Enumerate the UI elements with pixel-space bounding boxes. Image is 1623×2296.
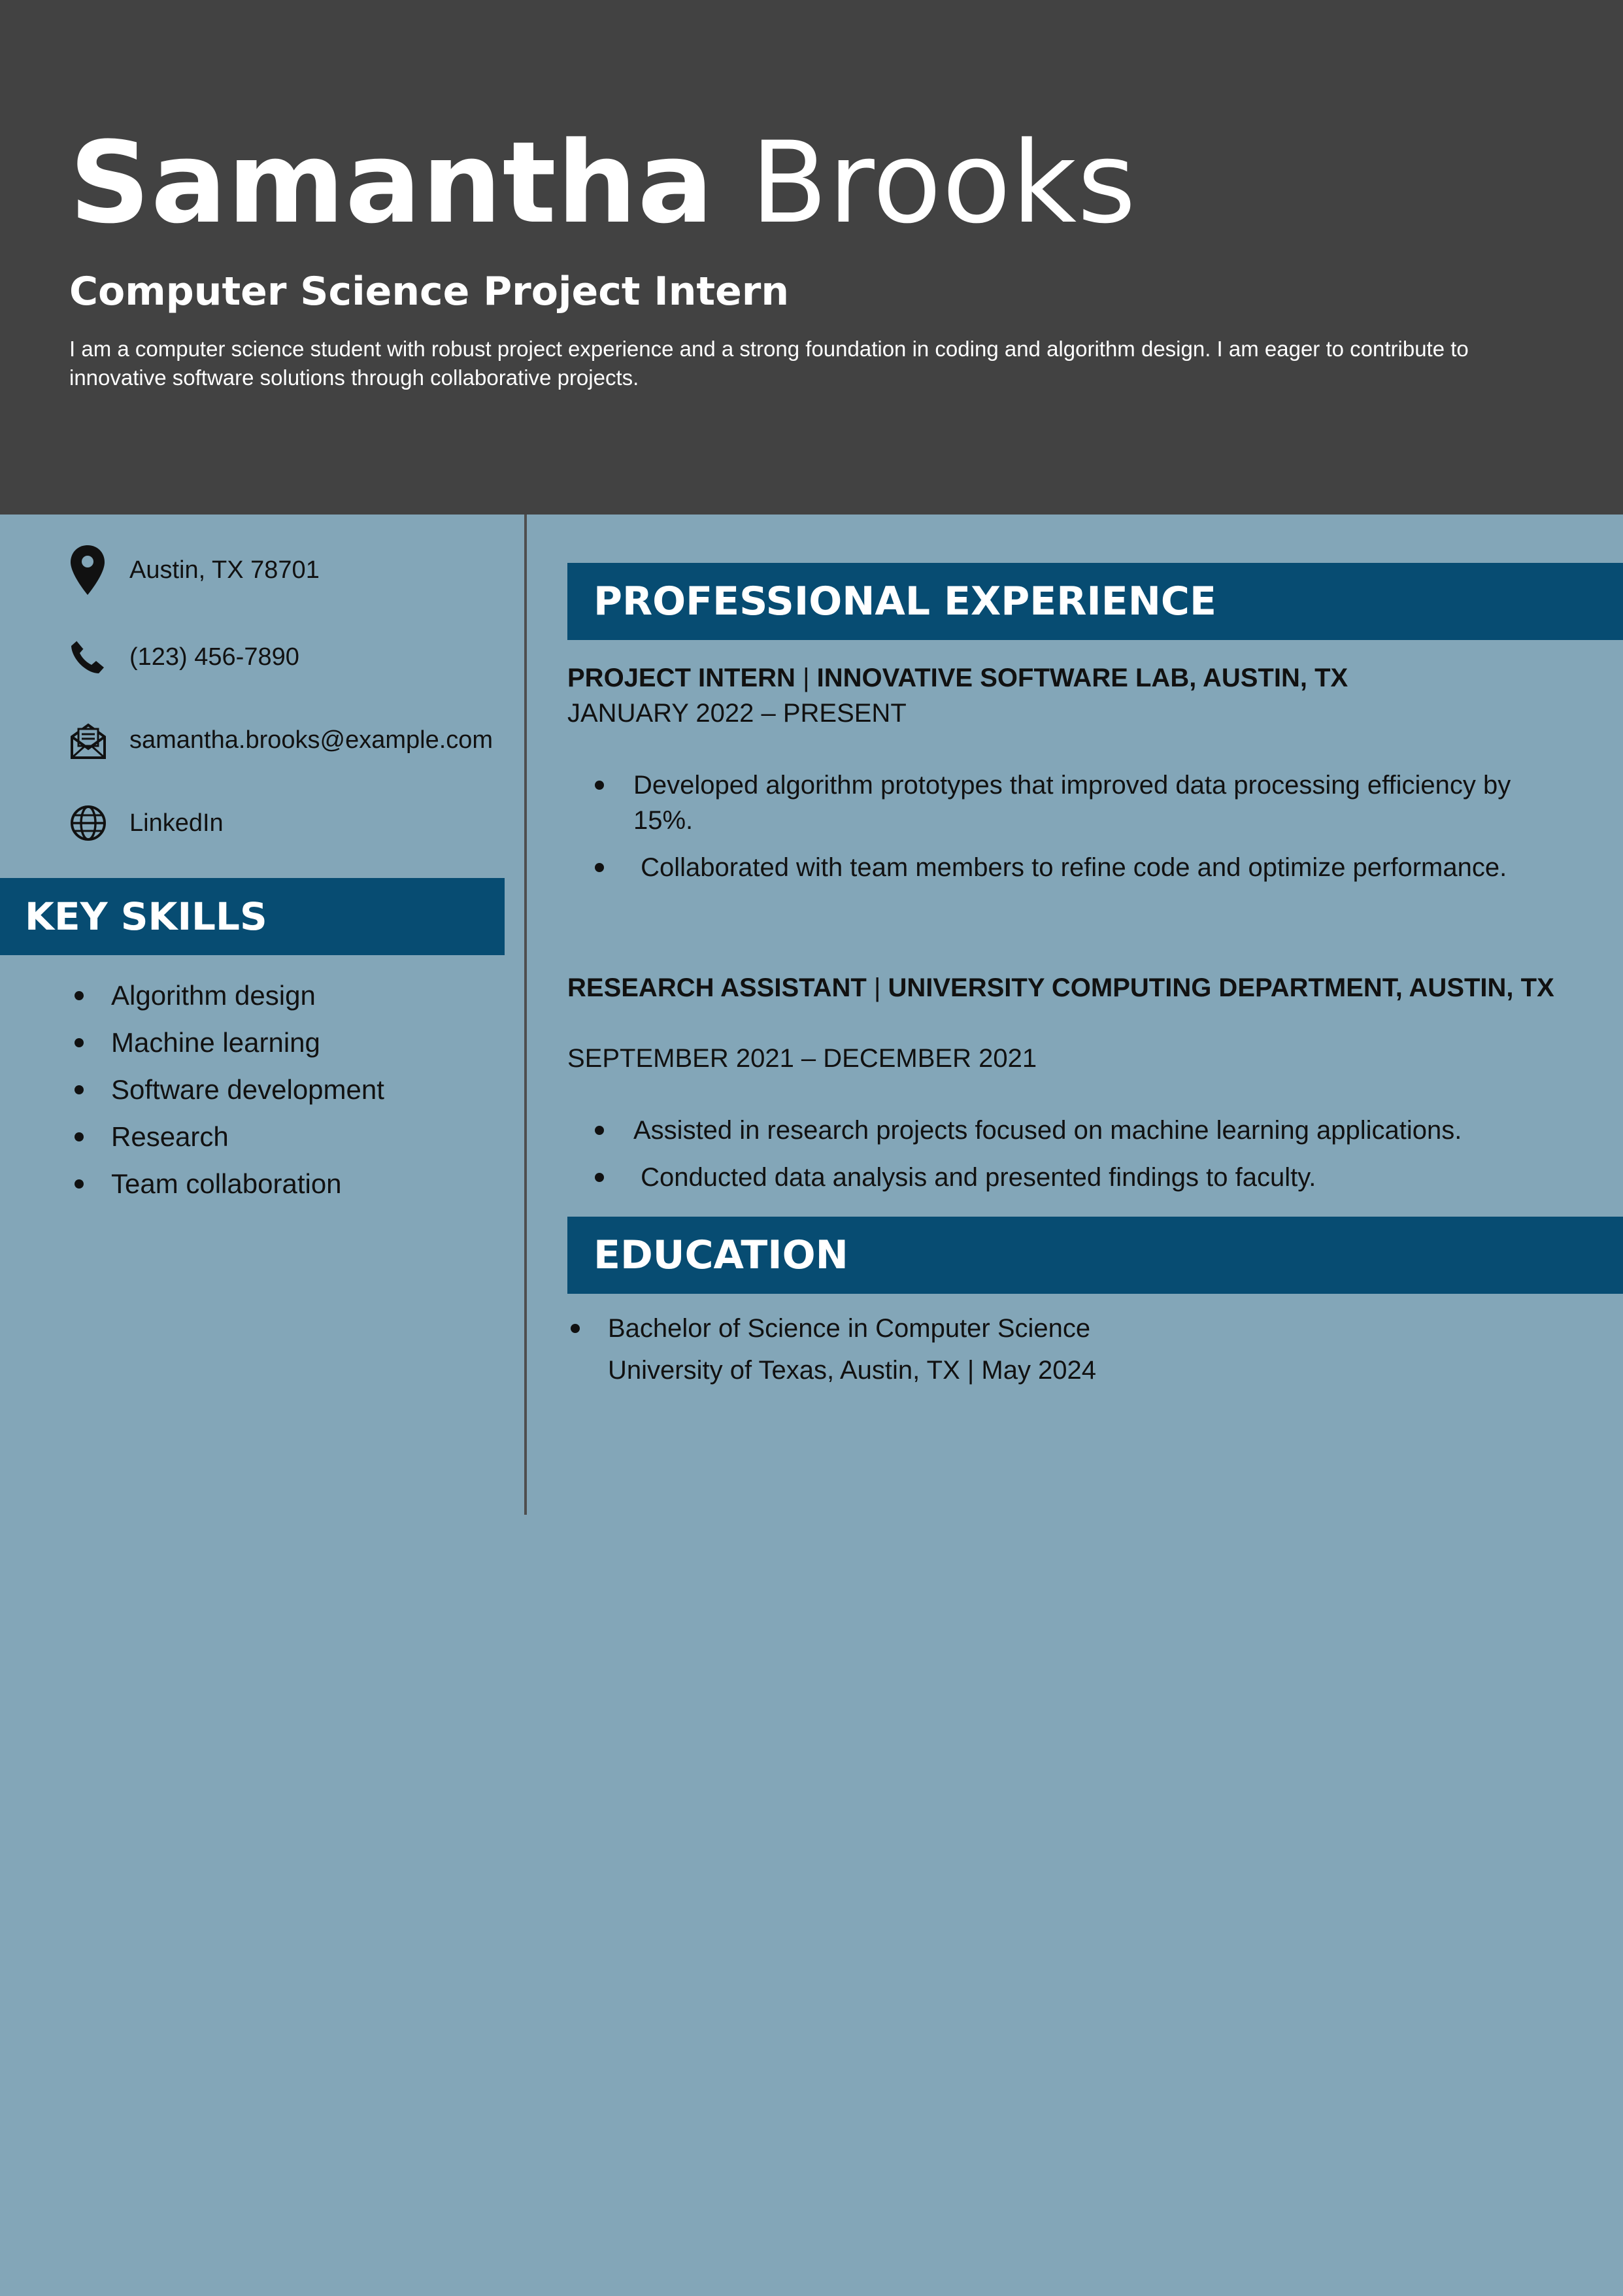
contact-email bbox=[69, 714, 493, 766]
list-item: Collaborated with team members to refine code and optimize performance. bbox=[567, 850, 1561, 885]
education-heading: EDUCATION bbox=[567, 1217, 1623, 1294]
bullet-icon bbox=[595, 1126, 604, 1135]
linkedin-link[interactable]: LinkedIn bbox=[129, 809, 224, 837]
last-name: Brooks bbox=[750, 117, 1137, 248]
list-item: Algorithm design bbox=[69, 972, 384, 1019]
experience-heading: PROFESSIONAL EXPERIENCE bbox=[567, 563, 1623, 640]
degree: Bachelor of Science in Computer Science bbox=[608, 1314, 1091, 1343]
list-item: Bachelor of Science in Computer Science University of Texas, Austin, TX | May 2024 bbox=[567, 1308, 1587, 1391]
list-item: Developed algorithm prototypes that improved data processing efficiency by 15%. bbox=[567, 768, 1561, 838]
list-item: Software development bbox=[69, 1066, 384, 1113]
graduation-date: May 2024 bbox=[981, 1356, 1097, 1385]
globe-icon bbox=[69, 797, 109, 849]
job-1-heading: PROJECT INTERN | INNOVATIVE SOFTWARE LAB, AUSTIN, TX bbox=[567, 664, 1348, 692]
location-pin-icon bbox=[69, 544, 109, 596]
envelope-icon bbox=[69, 714, 109, 766]
skills-heading: KEY SKILLS bbox=[0, 878, 505, 955]
contact-linkedin bbox=[69, 797, 224, 849]
list-item: Assisted in research projects focused on machine learning applications. bbox=[567, 1113, 1561, 1148]
phone-icon bbox=[69, 631, 109, 683]
list-item: Team collaboration bbox=[69, 1160, 384, 1207]
email-text[interactable]: samantha.brooks@example.com bbox=[129, 726, 494, 754]
job-title: Computer Science Project Intern bbox=[69, 269, 790, 314]
job-1-dates: JANUARY 2022 – PRESENT bbox=[567, 699, 907, 728]
job-role: PROJECT INTERN bbox=[567, 664, 795, 692]
first-name: Samantha bbox=[69, 117, 714, 248]
bullet-icon bbox=[75, 991, 84, 1000]
phone-text: (123) 456-7890 bbox=[129, 643, 299, 671]
job-1-bullets bbox=[567, 768, 1561, 897]
bullet-icon bbox=[75, 1132, 84, 1141]
job-2-heading: RESEARCH ASSISTANT | UNIVERSITY COMPUTING DEPARTMENT, AUSTIN, TX bbox=[567, 973, 1554, 1002]
profile-summary: I am a computer science student with robust project experience and a strong foundation in coding and algorithm design. I am eager to contribute to innovative software solutions through collaborative projects. bbox=[69, 337, 1469, 390]
bullet-icon bbox=[75, 1179, 84, 1189]
bullet-icon bbox=[571, 1324, 580, 1333]
list-item: Conducted data analysis and presented findings to faculty. bbox=[567, 1160, 1561, 1195]
list-item: Machine learning bbox=[69, 1019, 384, 1066]
job-org: INNOVATIVE SOFTWARE LAB, AUSTIN, TX bbox=[816, 664, 1348, 692]
school: University of Texas, Austin, TX bbox=[608, 1356, 960, 1385]
job-2-dates: SEPTEMBER 2021 – DECEMBER 2021 bbox=[567, 1044, 1037, 1073]
candidate-name bbox=[69, 111, 1137, 255]
education-list bbox=[567, 1308, 1587, 1391]
resume-header bbox=[0, 0, 1623, 515]
contact-phone bbox=[69, 631, 299, 683]
column-divider bbox=[524, 515, 527, 1515]
bullet-icon bbox=[75, 1038, 84, 1047]
bullet-icon bbox=[75, 1085, 84, 1094]
job-org: UNIVERSITY COMPUTING DEPARTMENT, AUSTIN, TX bbox=[888, 973, 1554, 1002]
job-role: RESEARCH ASSISTANT bbox=[567, 973, 867, 1002]
contact-location bbox=[69, 544, 320, 596]
bullet-icon bbox=[595, 781, 604, 790]
location-text: Austin, TX 78701 bbox=[129, 556, 320, 584]
list-item: Research bbox=[69, 1113, 384, 1160]
job-2-bullets bbox=[567, 1113, 1561, 1207]
bullet-icon bbox=[595, 863, 604, 872]
skills-list bbox=[69, 972, 384, 1207]
bullet-icon bbox=[595, 1173, 604, 1182]
